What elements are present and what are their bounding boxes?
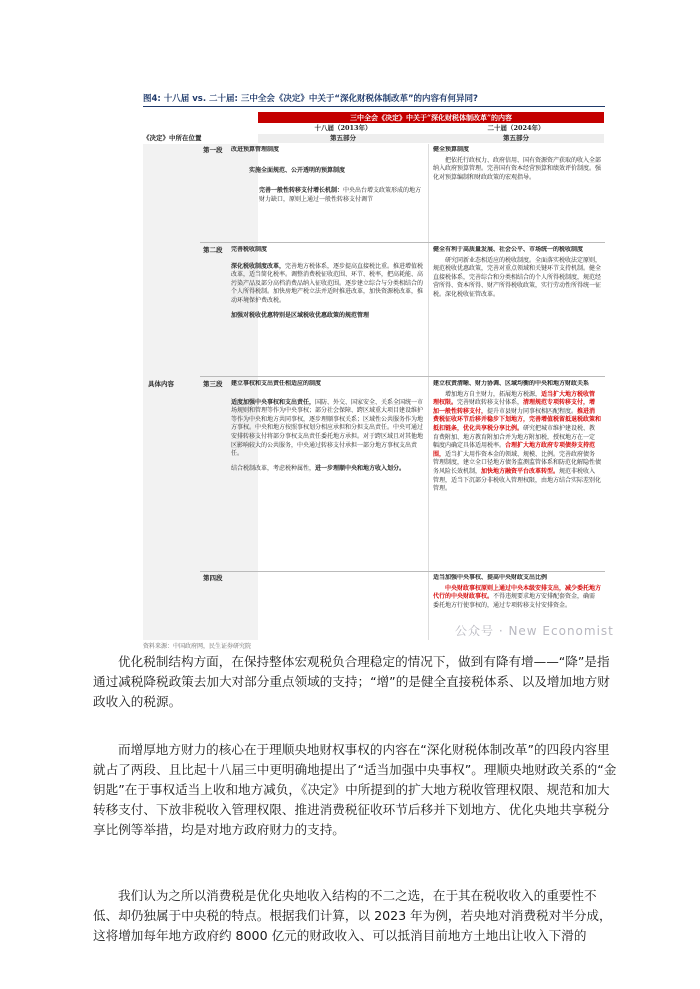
cell-2013-s3 — [231, 380, 426, 571]
cell-2013-s1 — [231, 146, 426, 242]
text-2024-s1-body: 把依托行政权力、政府信用、国有资源资产获取的收入全部纳入政府预算管理。完善国有资本经营预算和绩效评价制度。强化对预算编制和财政政策的宏观指导。 — [433, 156, 601, 181]
text-2013-s3-body: 适度加强中央事权和支出责任，国防、外交、国家安全、关系全国统一市场规则和管理等作为中央事权；部分社会保障、跨区域重大项目建设维护等作为中央和地方共同事权，逐步理顺事权关系；区域性公共服务作为地方事权。中央和地方按照事权划分相应承担和分担支出责任。中央可通过安排转移支付将部分事权支出责任委托地方承担。对于跨区域且对其他地区影响较大的公共服务，中央通过转移支付承担一部分地方事权支出责任。 — [231, 398, 424, 458]
paragraph-1: 优化税制结构方面，在保持整体宏观税负合理稳定的情况下，做到有降有增——“降”是指通过减税降税政策去加大对部分重点领域的支持；“增”的是健全直接税体系、以及增加地方财政收入的税源。 — [93, 654, 610, 709]
text-2013-s3-tail: 结合税制改革，考虑税种属性，进一步理顺中央和地方收入划分。 — [231, 464, 406, 472]
text-2013-s3-heading: 建立事权和支出责任相适应的制度 — [231, 380, 322, 387]
column-divider — [428, 144, 429, 640]
header-2024: 二十届（2024年） — [487, 124, 545, 132]
text-2024-s1-heading: 健全预算制度 — [433, 146, 470, 153]
subheader-2024: 第五部分 — [428, 134, 604, 143]
cell-2024-s2 — [433, 246, 601, 376]
header-2013: 十八届（2013年） — [314, 124, 372, 132]
text-2013-s1-body: 完善一般性转移支付增长机制：中央出台增支政策形成的地方财力缺口，原则上通过一般性转移支付调节 — [259, 187, 422, 203]
cell-2013-s2 — [231, 246, 426, 376]
paragraph-3: 我们认为之所以消费税是优化央地收入结构的不二之选，在于其在税收收入的重要性不低、却仍独属于中央税的特点。根据我们计算，以 2023 年为例，若央地对消费税对半分成，这将增加每年地方政府约 8000 亿元的财政收入、可以抵消目前地方土地出让收入下滑的 — [93, 888, 612, 943]
watermark: 公众号 · New Economist — [455, 624, 614, 638]
section-1-label: 第一段 — [203, 146, 223, 154]
text-2013-s1-sub: 实施全面规范、公开透明的预算制度 — [249, 166, 346, 174]
section-2-label: 第二段 — [203, 246, 223, 254]
text-2024-s2-heading: 健全有利于高质量发展、社会公平、市场统一的税收制度 — [433, 246, 584, 253]
comparison-table — [143, 108, 605, 640]
text-2013-s2-body: 深化税收制度改革，完善地方税体系，逐步提高直接税比重。推进增值税改革，适当简化税率。调整消费税征收范围、环节、税率，把高耗能、高污染产品及部分高档消费品纳入征收范围。逐步建立综合与分类相结合的个人所得税制。加快房地产税立法并适时推进改革，加快资源税改革，推动环境保护费改税。 — [231, 262, 424, 304]
figure-title-rule — [143, 106, 605, 107]
text-2024-s3-body: 增加地方自主财力，拓展地方税源，适当扩大地方税收管理权限。完善财政转移支付体系，清理规范专项转移支付，增加一般性转移支付，提升市县财力同事权相匹配程度。推进消费税征收环节后移并稳步下划地方，完善增值税留抵退税政策和抵扣链条，优化共享税分享比例。研究把城市维护建设税、教育费附加、地方教育附加合并为地方附加税，授权地方在一定幅度内确定具体适用税率。合理扩大地方政府专项债券支持范围，适当扩大用作资本金的领域、规模、比例。完善政府债务管理制度，建立全口径地方债务监测监管体系和防范化解隐性债务风险长效机制，加快地方融资平台改革转型。规范非税收入管理，适当下沉部分非税收入管理权限，由地方结合实际差别化管理。 — [433, 390, 601, 493]
text-2024-s3-heading: 建立权责清晰、财力协调、区域均衡的中央和地方财政关系 — [433, 380, 590, 387]
section-divider-1 — [200, 242, 605, 243]
cell-2024-s1 — [433, 146, 601, 242]
paragraph-2: 而增厚地方财力的核心在于理顺央地财权事权的内容在“深化财税体制改革”的四段内容里就占了两段、且比起十八届三中更明确地提出了“适当加强中央事权”。理顺央地财政关系的“金钥匙”在于事权适当上收和地方减负，《决定》中所提到的扩大地方税收管理权限、规范和加大转移支付、下放非税收入管理权限、推进消费税征收环节后移并下划地方、优化央地共享税分享比例等举措，均是对地方政府财力的支持。 — [93, 742, 617, 837]
content-label: 具体内容 — [148, 380, 174, 388]
row-header-position: 《决定》中所在位置 — [143, 134, 202, 142]
section-divider-3 — [200, 571, 605, 572]
text-2013-s2-heading: 完善税收制度 — [231, 246, 268, 253]
text-2013-s2-tail: 加强对税收优惠特别是区域税收优惠政策的规范管理 — [231, 311, 370, 319]
subheader-2013: 第五部分 — [258, 134, 428, 143]
text-2024-s4-heading: 适当加强中央事权、提高中央财政支出比例 — [433, 574, 548, 581]
text-2024-s4-body: 中央财政事权原则上通过中央本级安排支出，减少委托地方代行的中央财政事权。不得违规要求地方安排配套资金，确需委托地方行使事权的，通过专项转移支付安排资金。 — [433, 584, 601, 609]
table-banner: 三中全会《决定》中关于“深化财税体制改革”的内容 — [258, 112, 604, 123]
text-2013-s1-heading: 改进预算管理制度 — [231, 146, 280, 153]
section-3-label: 第三段 — [203, 380, 223, 388]
section-divider-2 — [200, 376, 605, 377]
cell-2024-s3 — [433, 380, 601, 571]
figure-source: 资料来源：中国政府网，民生证券研究院 — [143, 643, 252, 650]
text-2024-s2-body: 研究同新业态相适应的税收制度。全面落实税收法定原则，规范税收优惠政策，完善对重点领域和关键环节支持机制。健全直接税体系，完善综合和分类相结合的个人所得税制度，规范经营所得、资本所得、财产所得税收政策，实行劳动性所得统一征税。深化税收征管改革。 — [433, 256, 601, 298]
section-4-label: 第四段 — [203, 574, 223, 582]
figure-title: 图4: 十八届 vs. 二十届: 三中全会《决定》中关于“深化财税体制改革”的内容有何异同? — [143, 94, 478, 104]
left-label-column — [143, 144, 200, 640]
